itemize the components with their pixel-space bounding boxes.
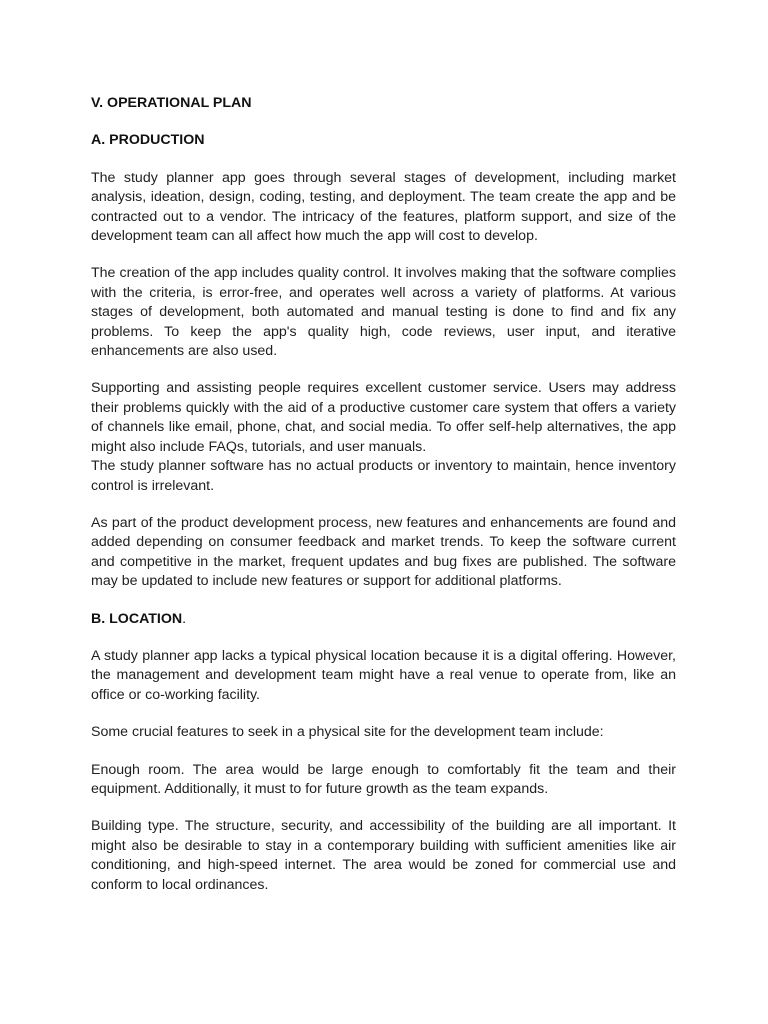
location-paragraph-2: Some crucial features to seek in a physical site for the development team include: (91, 724, 604, 741)
location-paragraph-1: A study planner app lacks a typical physical location because it is a digital offering. However, the management and development team might have a real venue to operate from, like an office or co-working facility. (91, 647, 676, 703)
production-paragraph-4: The study planner software has no actual products or inventory to maintain, hence inventory control is irrelevant. (91, 458, 676, 494)
section-title: V. OPERATIONAL PLAN (91, 95, 252, 111)
location-heading (91, 610, 676, 629)
production-paragraph-3: Supporting and assisting people requires excellent customer service. Users may address their problems quickly with the aid of a productive customer care system that offers a variety of channels like email, phone, chat, and social media. To offer self-help alternatives, the app might also include FAQs, tutorials, and user manuals. (91, 380, 676, 455)
location-paragraph-4: Building type. The structure, security, and accessibility of the building are all important. It might also be desirable to stay in a contemporary building with sufficient amenities like air conditioning, and high-speed internet. The area would be zoned for commercial use and conform to local ordinances. (91, 818, 676, 893)
production-paragraph-5: As part of the product development process, new features and enhancements are found and added depending on consumer feedback and market trends. To keep the software current and competitive in the market, frequent updates and bug fixes are published. The software may be updated to include new features or support for additional platforms. (91, 514, 676, 590)
location-paragraph-3: Enough room. The area would be large enough to comfortably fit the team and their equipment. Additionally, it must to for future growth as the team expands. (91, 761, 676, 797)
location-heading-text: B. LOCATION (91, 610, 183, 627)
location-heading-suffix: . (182, 610, 187, 627)
production-paragraph-1: The study planner app goes through several stages of development, including market analysis, ideation, design, coding, testing, and deployment. The team create the app and be contracted out to a vendor. The intricacy of the features, platform support, and size of the development team can all affect how much the app will cost to develop. (91, 169, 676, 245)
document-page (91, 90, 676, 895)
production-paragraph-2: The creation of the app includes quality control. It involves making that the software complies with the criteria, is error-free, and operates well across a variety of platforms. At various stages of development, both automated and manual testing is done to find and fix any problems. To keep the app's quality high, code reviews, user input, and iterative enhancements are also used. (91, 265, 676, 360)
production-heading: A. PRODUCTION (91, 132, 205, 149)
